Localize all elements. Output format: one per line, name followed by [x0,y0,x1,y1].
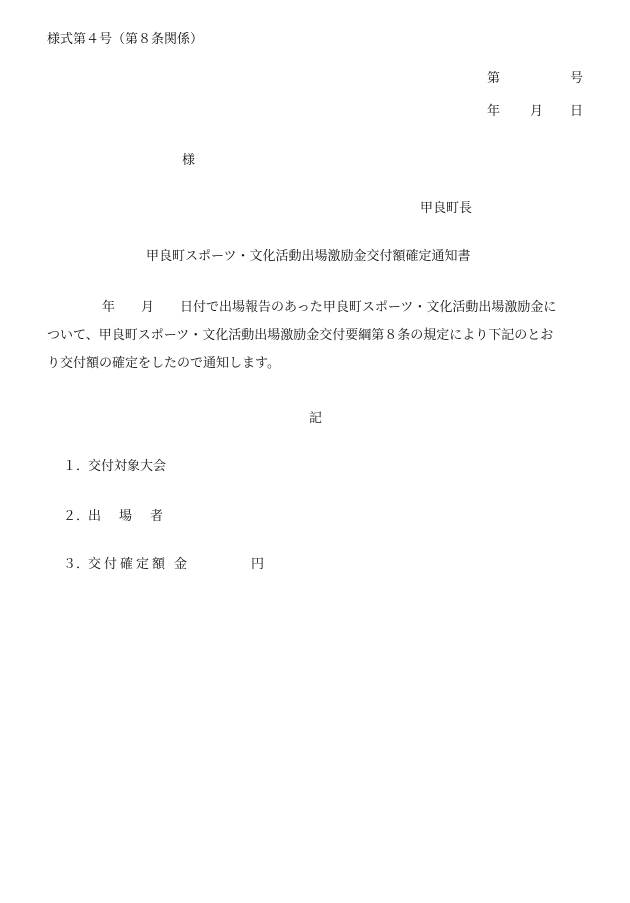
date-day-label: 日 [570,104,584,119]
item-label: 交付対象大会 [88,459,167,474]
date-year-label: 年 [487,104,501,119]
form-number: 様式第４号（第８条関係） [47,32,204,47]
item-number: １． [63,459,90,474]
item-number: ３． [63,557,90,572]
item-label: 出場者 [88,509,182,524]
addressee-honorific: 様 [182,153,196,168]
document-title: 甲良町スポーツ・文化活動出場激励金交付額確定通知書 [146,249,471,264]
list-item-confirmed-amount [63,556,264,574]
notice-body-paragraph [47,294,587,378]
amount-suffix: 円 [251,557,265,572]
body-line-3: り交付額の確定をしたので通知します。 [47,356,280,371]
document-number-suffix: 号 [570,71,584,86]
body-line-1-text: 日付で出場報告のあった甲良町スポーツ・文化活動出場激励金に [180,300,557,315]
item-label: 交付確定額 [88,557,169,572]
item-number: ２． [63,509,90,524]
document-number-prefix: 第 [487,71,501,86]
list-item-participants [63,508,181,526]
issuer-name: 甲良町長 [420,201,473,216]
amount-prefix: 金 [174,557,188,572]
body-month-label: 月 [141,300,155,315]
ki-heading: 記 [309,411,323,426]
body-line-1 [47,294,587,322]
list-item-target-event [63,458,166,476]
body-line-2: ついて、甲良町スポーツ・文化活動出場激励金交付要綱第８条の規定により下記のとお [47,328,554,343]
date-month-label: 月 [530,104,544,119]
body-year-label: 年 [102,300,116,315]
